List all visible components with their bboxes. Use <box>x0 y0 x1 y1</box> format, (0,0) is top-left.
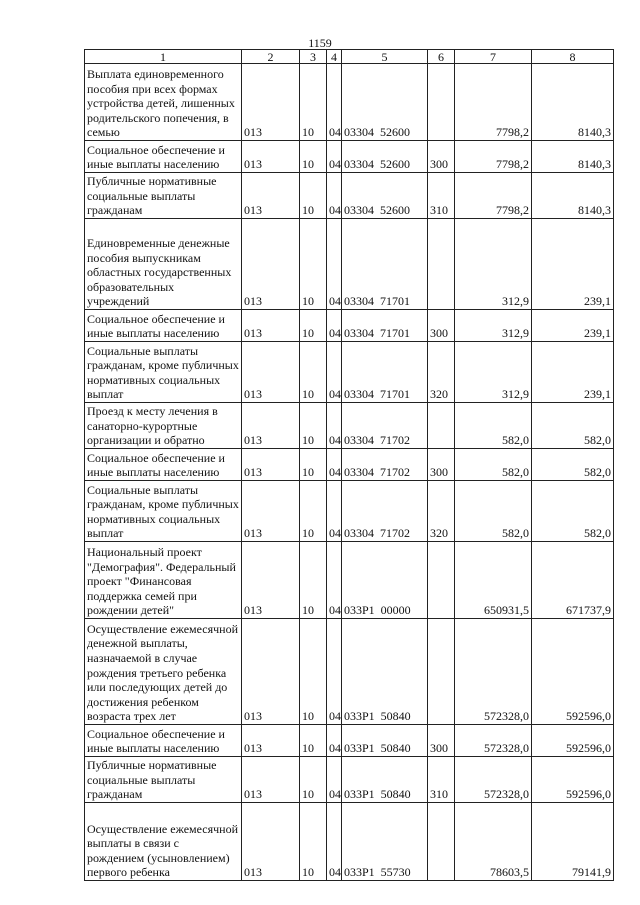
row-target-article: 03304 71702 <box>342 403 428 449</box>
row-target-article: 033P1 00000 <box>342 542 428 619</box>
row-amount-year-1: 572328,0 <box>455 757 532 803</box>
row-target-article: 03304 52600 <box>342 64 428 141</box>
row-expense-type <box>428 219 455 310</box>
row-section-code: 10 <box>300 725 327 757</box>
header-col-2: 2 <box>242 50 300 64</box>
row-subsection-code: 04 <box>327 141 342 173</box>
row-subsection-code: 04 <box>327 619 342 725</box>
header-col-7: 7 <box>455 50 532 64</box>
row-expense-type: 320 <box>428 481 455 542</box>
row-subsection-code: 04 <box>327 403 342 449</box>
row-ministry-code: 013 <box>242 64 300 141</box>
table-row <box>85 803 614 881</box>
row-section-code: 10 <box>300 803 327 881</box>
table-row <box>85 64 614 141</box>
row-subsection-code: 04 <box>327 725 342 757</box>
row-name: Публичные нормативные социальные выплаты гражданам <box>85 173 242 219</box>
row-amount-year-1: 582,0 <box>455 449 532 481</box>
row-name: Выплата единовременного пособия при всех формах устройства детей, лишенных родительского попечения, в семью <box>85 64 242 141</box>
table-row <box>85 310 614 342</box>
row-amount-year-1: 650931,5 <box>455 542 532 619</box>
row-expense-type <box>428 403 455 449</box>
row-section-code: 10 <box>300 481 327 542</box>
row-target-article: 03304 71701 <box>342 342 428 403</box>
row-amount-year-1: 7798,2 <box>455 173 532 219</box>
table-row <box>85 481 614 542</box>
row-subsection-code: 04 <box>327 173 342 219</box>
row-name: Осуществление ежемесячной денежной выплаты, назначаемой в случае рождения третьего ребенка или последующих детей до достижения ребенком возраста трех лет <box>85 619 242 725</box>
header-col-8: 8 <box>532 50 614 64</box>
row-amount-year-1: 582,0 <box>455 481 532 542</box>
row-subsection-code: 04 <box>327 342 342 403</box>
row-amount-year-1: 572328,0 <box>455 619 532 725</box>
row-section-code: 10 <box>300 219 327 310</box>
row-target-article: 03304 71702 <box>342 449 428 481</box>
row-subsection-code: 04 <box>327 310 342 342</box>
row-name: Социальные выплаты гражданам, кроме публичных нормативных социальных выплат <box>85 481 242 542</box>
row-amount-year-1: 312,9 <box>455 310 532 342</box>
row-expense-type <box>428 803 455 881</box>
table-row <box>85 173 614 219</box>
table-row <box>85 219 614 310</box>
row-expense-type: 300 <box>428 141 455 173</box>
row-amount-year-1: 312,9 <box>455 342 532 403</box>
row-section-code: 10 <box>300 542 327 619</box>
table-header <box>85 50 614 64</box>
row-ministry-code: 013 <box>242 542 300 619</box>
row-subsection-code: 04 <box>327 449 342 481</box>
header-col-6: 6 <box>428 50 455 64</box>
row-amount-year-2: 8140,3 <box>532 173 614 219</box>
row-amount-year-2: 582,0 <box>532 403 614 449</box>
row-subsection-code: 04 <box>327 219 342 310</box>
table-row <box>85 449 614 481</box>
row-amount-year-1: 312,9 <box>455 219 532 310</box>
row-section-code: 10 <box>300 173 327 219</box>
row-amount-year-1: 7798,2 <box>455 64 532 141</box>
row-section-code: 10 <box>300 403 327 449</box>
row-subsection-code: 04 <box>327 803 342 881</box>
row-name: Социальные выплаты гражданам, кроме публичных нормативных социальных выплат <box>85 342 242 403</box>
row-amount-year-2: 592596,0 <box>532 725 614 757</box>
row-ministry-code: 013 <box>242 342 300 403</box>
row-ministry-code: 013 <box>242 449 300 481</box>
row-ministry-code: 013 <box>242 173 300 219</box>
row-target-article: 03304 71701 <box>342 310 428 342</box>
header-col-4: 4 <box>327 50 342 64</box>
row-name: Социальное обеспечение и иные выплаты населению <box>85 141 242 173</box>
row-target-article: 033P1 50840 <box>342 619 428 725</box>
row-ministry-code: 013 <box>242 803 300 881</box>
row-section-code: 10 <box>300 619 327 725</box>
row-expense-type: 320 <box>428 342 455 403</box>
row-name: Публичные нормативные социальные выплаты гражданам <box>85 757 242 803</box>
row-expense-type: 310 <box>428 757 455 803</box>
row-expense-type: 300 <box>428 449 455 481</box>
row-ministry-code: 013 <box>242 757 300 803</box>
table-body <box>85 64 614 881</box>
row-amount-year-2: 8140,3 <box>532 64 614 141</box>
row-target-article: 03304 71701 <box>342 219 428 310</box>
row-expense-type: 300 <box>428 725 455 757</box>
row-expense-type <box>428 542 455 619</box>
table-row <box>85 757 614 803</box>
row-target-article: 033P1 50840 <box>342 725 428 757</box>
row-amount-year-2: 79141,9 <box>532 803 614 881</box>
row-expense-type <box>428 619 455 725</box>
table-row <box>85 342 614 403</box>
page-number: 1159 <box>308 36 332 50</box>
row-ministry-code: 013 <box>242 403 300 449</box>
row-target-article: 033P1 55730 <box>342 803 428 881</box>
row-expense-type: 310 <box>428 173 455 219</box>
row-section-code: 10 <box>300 757 327 803</box>
row-subsection-code: 04 <box>327 481 342 542</box>
row-section-code: 10 <box>300 64 327 141</box>
row-amount-year-2: 8140,3 <box>532 141 614 173</box>
row-section-code: 10 <box>300 141 327 173</box>
row-amount-year-2: 671737,9 <box>532 542 614 619</box>
row-subsection-code: 04 <box>327 542 342 619</box>
row-section-code: 10 <box>300 342 327 403</box>
header-col-1: 1 <box>85 50 242 64</box>
row-target-article: 03304 52600 <box>342 173 428 219</box>
row-amount-year-2: 239,1 <box>532 342 614 403</box>
row-amount-year-1: 572328,0 <box>455 725 532 757</box>
row-ministry-code: 013 <box>242 310 300 342</box>
row-section-code: 10 <box>300 310 327 342</box>
row-name: Социальное обеспечение и иные выплаты населению <box>85 310 242 342</box>
row-amount-year-1: 78603,5 <box>455 803 532 881</box>
row-target-article: 03304 71702 <box>342 481 428 542</box>
row-amount-year-2: 239,1 <box>532 219 614 310</box>
row-amount-year-1: 7798,2 <box>455 141 532 173</box>
row-name: Социальное обеспечение и иные выплаты населению <box>85 449 242 481</box>
budget-table <box>84 49 614 881</box>
table-row <box>85 619 614 725</box>
row-ministry-code: 013 <box>242 619 300 725</box>
table-row <box>85 403 614 449</box>
row-target-article: 03304 52600 <box>342 141 428 173</box>
header-col-5: 5 <box>342 50 428 64</box>
row-name: Единовременные денежные пособия выпускникам областных государственных образовательных учреждений <box>85 219 242 310</box>
header-col-3: 3 <box>300 50 327 64</box>
table-row <box>85 542 614 619</box>
row-subsection-code: 04 <box>327 64 342 141</box>
row-ministry-code: 013 <box>242 481 300 542</box>
row-expense-type: 300 <box>428 310 455 342</box>
row-name: Социальное обеспечение и иные выплаты населению <box>85 725 242 757</box>
row-amount-year-2: 592596,0 <box>532 619 614 725</box>
row-ministry-code: 013 <box>242 219 300 310</box>
row-amount-year-1: 582,0 <box>455 403 532 449</box>
header-row <box>85 50 614 64</box>
row-amount-year-2: 592596,0 <box>532 757 614 803</box>
row-amount-year-2: 582,0 <box>532 481 614 542</box>
row-amount-year-2: 582,0 <box>532 449 614 481</box>
row-amount-year-2: 239,1 <box>532 310 614 342</box>
row-name: Проезд к месту лечения в санаторно-курортные организации и обратно <box>85 403 242 449</box>
row-name: Осуществление ежемесячной выплаты в связи с рождением (усыновлением) первого ребенка <box>85 803 242 881</box>
row-ministry-code: 013 <box>242 725 300 757</box>
table-row <box>85 141 614 173</box>
row-target-article: 033P1 50840 <box>342 757 428 803</box>
row-section-code: 10 <box>300 449 327 481</box>
table-row <box>85 725 614 757</box>
row-expense-type <box>428 64 455 141</box>
row-subsection-code: 04 <box>327 757 342 803</box>
row-ministry-code: 013 <box>242 141 300 173</box>
row-name: Национальный проект "Демография". Федеральный проект "Финансовая поддержка семей при рождении детей" <box>85 542 242 619</box>
